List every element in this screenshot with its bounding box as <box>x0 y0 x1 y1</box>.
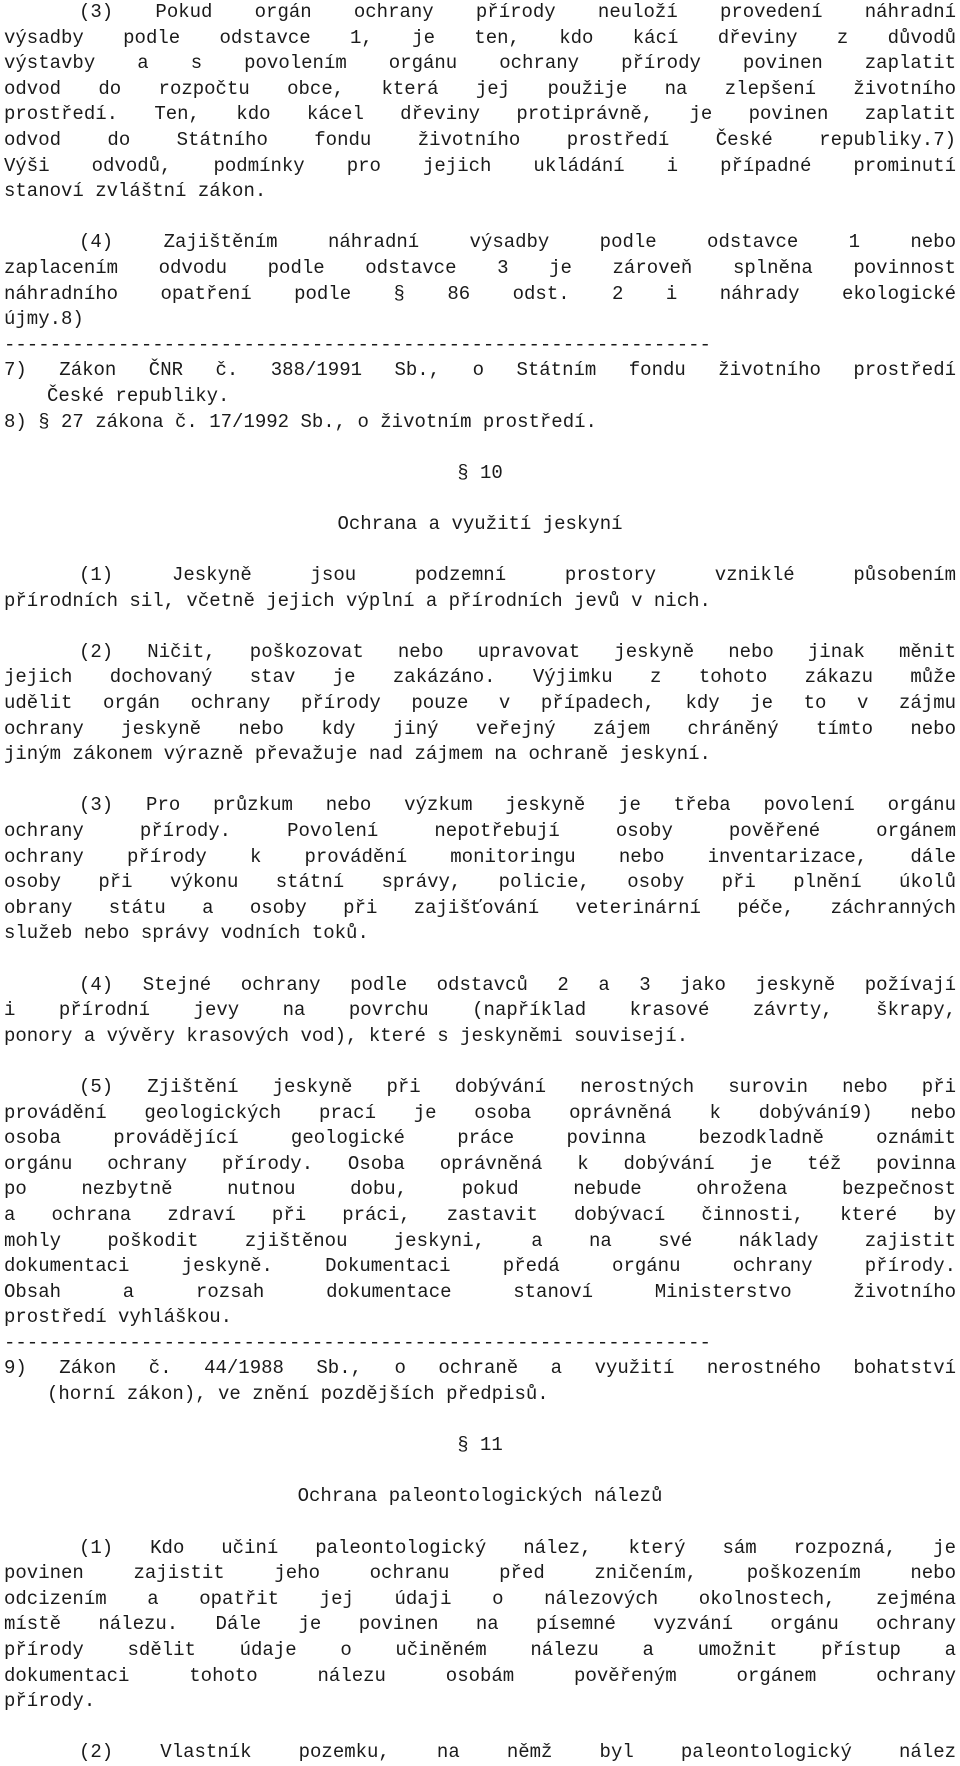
blank-line <box>4 1408 956 1434</box>
blank-line <box>4 1049 956 1075</box>
footnote-line: 9) Zákon č. 44/1988 Sb., o ochraně a využití nerostného bohatství <box>4 1357 956 1380</box>
blank-line <box>4 768 956 794</box>
paragraph-line: ochrany přírody k provádění monitoringu nebo inventarizace, dále <box>4 845 956 868</box>
paragraph-line: (1) Jeskyně jsou podzemní prostory vzniklé působením <box>79 564 956 587</box>
paragraph-line: přírodních sil, včetně jejich výplní a přírodních jevů v nich. <box>4 589 711 612</box>
paragraph-line: ponory a vývěry krasových vod), které s jeskyněmi souvisejí. <box>4 1024 689 1047</box>
blank-line <box>4 537 956 563</box>
paragraph-line: služeb nebo správy vodních toků. <box>4 922 369 945</box>
paragraph-line: (4) Zajištěním náhradní výsadby podle odstavce 1 nebo <box>79 231 956 254</box>
paragraph-line: Výši odvodů, podmínky pro jejich ukládání i případné prominutí <box>4 154 956 177</box>
paragraph-line: místě nálezu. Dále je povinen na písemné vyzvání orgánu ochrany <box>4 1613 956 1636</box>
paragraph-line: výstavby a s povolením orgánu ochrany přírody povinen zaplatit <box>4 52 956 75</box>
blank-line <box>4 205 956 231</box>
paragraph-p9-3 <box>4 0 956 205</box>
blank-line <box>4 1715 956 1741</box>
paragraph-p10-1 <box>4 563 956 614</box>
paragraph-line: povinen zajistit jeho ochranu před zničením, poškozením nebo <box>4 1562 956 1585</box>
paragraph-line: odcizením a opatřit jej údaji o nálezových okolnostech, zejména <box>4 1587 956 1610</box>
paragraph-line: provádění geologických prací je osoba oprávněná k dobývání9) nebo <box>4 1101 956 1124</box>
paragraph-line: i přírodní jevy na povrchu (například krasové závrty, škrapy, <box>4 999 956 1022</box>
paragraph-line: Obsah a rozsah dokumentace stanoví Ministerstvo životního <box>4 1280 956 1303</box>
paragraph-line: stanoví zvláštní zákon. <box>4 180 267 203</box>
paragraph-line: udělit orgán ochrany přírody pouze v případech, kdy je to v zájmu <box>4 692 956 715</box>
paragraph-line: ochrany jeskyně nebo kdy jiný veřejný zájem chráněný tímto nebo <box>4 717 956 740</box>
paragraph-p10-5 <box>4 1075 956 1331</box>
section-title: Ochrana a využití jeskyní <box>337 512 623 535</box>
paragraph-line: (3) Pro průzkum nebo výzkum jeskyně je třeba povolení orgánu <box>79 794 956 817</box>
paragraph-line: prostředí vyhláškou. <box>4 1306 233 1329</box>
paragraph-line: přírody. <box>4 1690 96 1713</box>
footnotes-7-8 <box>4 358 956 435</box>
paragraph-line: orgánu ochrany přírody. Osoba oprávněná k dobývání je též povinna <box>4 1152 956 1175</box>
paragraph-line: přírody sdělit údaje o učiněném nálezu a umožnit přístup a <box>4 1639 956 1661</box>
footnote-line: 7) Zákon ČNR č. 388/1991 Sb., o Státním fondu životního prostředí <box>4 359 956 382</box>
paragraph-line: (4) Stejné ochrany podle odstavců 2 a 3 jako jeskyně požívají <box>79 973 956 996</box>
paragraph-p10-3 <box>4 793 956 947</box>
paragraph-p10-4 <box>4 973 956 1050</box>
footnote-rule: -------------------------------------------------------------- <box>4 333 711 356</box>
footnote-line: (horní zákon), ve znění pozdějších předpisů. <box>47 1383 549 1406</box>
blank-line <box>4 435 956 461</box>
paragraph-line: jejich dochovaný stav je zakázáno. Výjimku z tohoto zákazu může <box>4 666 956 689</box>
blank-line <box>4 1459 956 1485</box>
paragraph-line: odvod do Státního fondu životního prostředí České republiky.7) <box>4 128 956 151</box>
paragraph-line: újmy.8) <box>4 308 84 331</box>
footnote-line: České republiky. <box>47 384 230 407</box>
paragraph-p9-4 <box>4 230 956 332</box>
paragraph-line: ochrany přírody. Povolení nepotřebují osoby pověřené orgánem <box>4 820 956 842</box>
paragraph-line: odvod do rozpočtu obce, která jej použije na zlepšení životního <box>4 77 956 100</box>
paragraph-line: dokumentaci tohoto nálezu osobám pověřeným orgánem ochrany <box>4 1664 956 1687</box>
blank-line <box>4 486 956 512</box>
paragraph-line: (3) Pokud orgán ochrany přírody neuloží provedení náhradní <box>79 1 956 23</box>
paragraph-line: po nezbytně nutnou dobu, pokud nebude ohrožena bezpečnost <box>4 1178 956 1201</box>
paragraph-line: (1) Kdo učiní paleontologický nález, který sám rozpozná, je <box>79 1536 956 1559</box>
blank-line <box>4 614 956 640</box>
paragraph-line: a ochrana zdraví při práci, zastavit dobývací činnosti, které by <box>4 1203 956 1226</box>
paragraph-line: jiným zákonem výrazně převažuje nad zájmem na ochraně jeskyní. <box>4 743 711 766</box>
section-number: § 11 <box>457 1434 503 1457</box>
paragraph-line: náhradního opatření podle § 86 odst. 2 i náhrady ekologické <box>4 282 956 305</box>
paragraph-p11-1 <box>4 1536 956 1715</box>
paragraph-line: osoby při výkonu státní správy, policie, osoby při plnění úkolů <box>4 871 956 894</box>
footnote-line: 8) § 27 zákona č. 17/1992 Sb., o životním prostředí. <box>4 410 597 433</box>
paragraph-line: prostředí. Ten, kdo kácel dřeviny protiprávně, je povinen zaplatit <box>4 103 956 126</box>
paragraph-line: dokumentaci jeskyně. Dokumentaci předá orgánu ochrany přírody. <box>4 1255 956 1278</box>
paragraph-line: (2) Vlastník pozemku, na němž byl paleontologický nález <box>79 1741 956 1764</box>
paragraph-line: výsadby podle odstavce 1, je ten, kdo kácí dřeviny z důvodů <box>4 26 956 49</box>
section-number: § 10 <box>457 461 503 484</box>
footnote-9 <box>4 1356 956 1407</box>
paragraph-line: osoba provádějící geologické práce povinna bezodkladně oznámit <box>4 1127 956 1150</box>
blank-line <box>4 1510 956 1536</box>
paragraph-p10-2 <box>4 640 956 768</box>
paragraph-line: (2) Ničit, poškozovat nebo upravovat jeskyně nebo jinak měnit <box>79 640 956 663</box>
blank-line <box>4 947 956 973</box>
paragraph-line: mohly poškodit zjištěnou jeskyni, a na své náklady zajistit <box>4 1229 956 1252</box>
section-title: Ochrana paleontologických nálezů <box>297 1485 663 1508</box>
paragraph-line: zaplacením odvodu podle odstavce 3 je zároveň splněna povinnost <box>4 256 956 279</box>
paragraph-p11-2 <box>4 1740 956 1766</box>
footnote-rule: -------------------------------------------------------------- <box>4 1331 711 1354</box>
document-page <box>4 0 956 1766</box>
paragraph-line: (5) Zjištění jeskyně při dobývání nerostných surovin nebo při <box>79 1075 956 1098</box>
paragraph-line: obrany státu a osoby při zajišťování veterinární péče, záchranných <box>4 896 956 919</box>
